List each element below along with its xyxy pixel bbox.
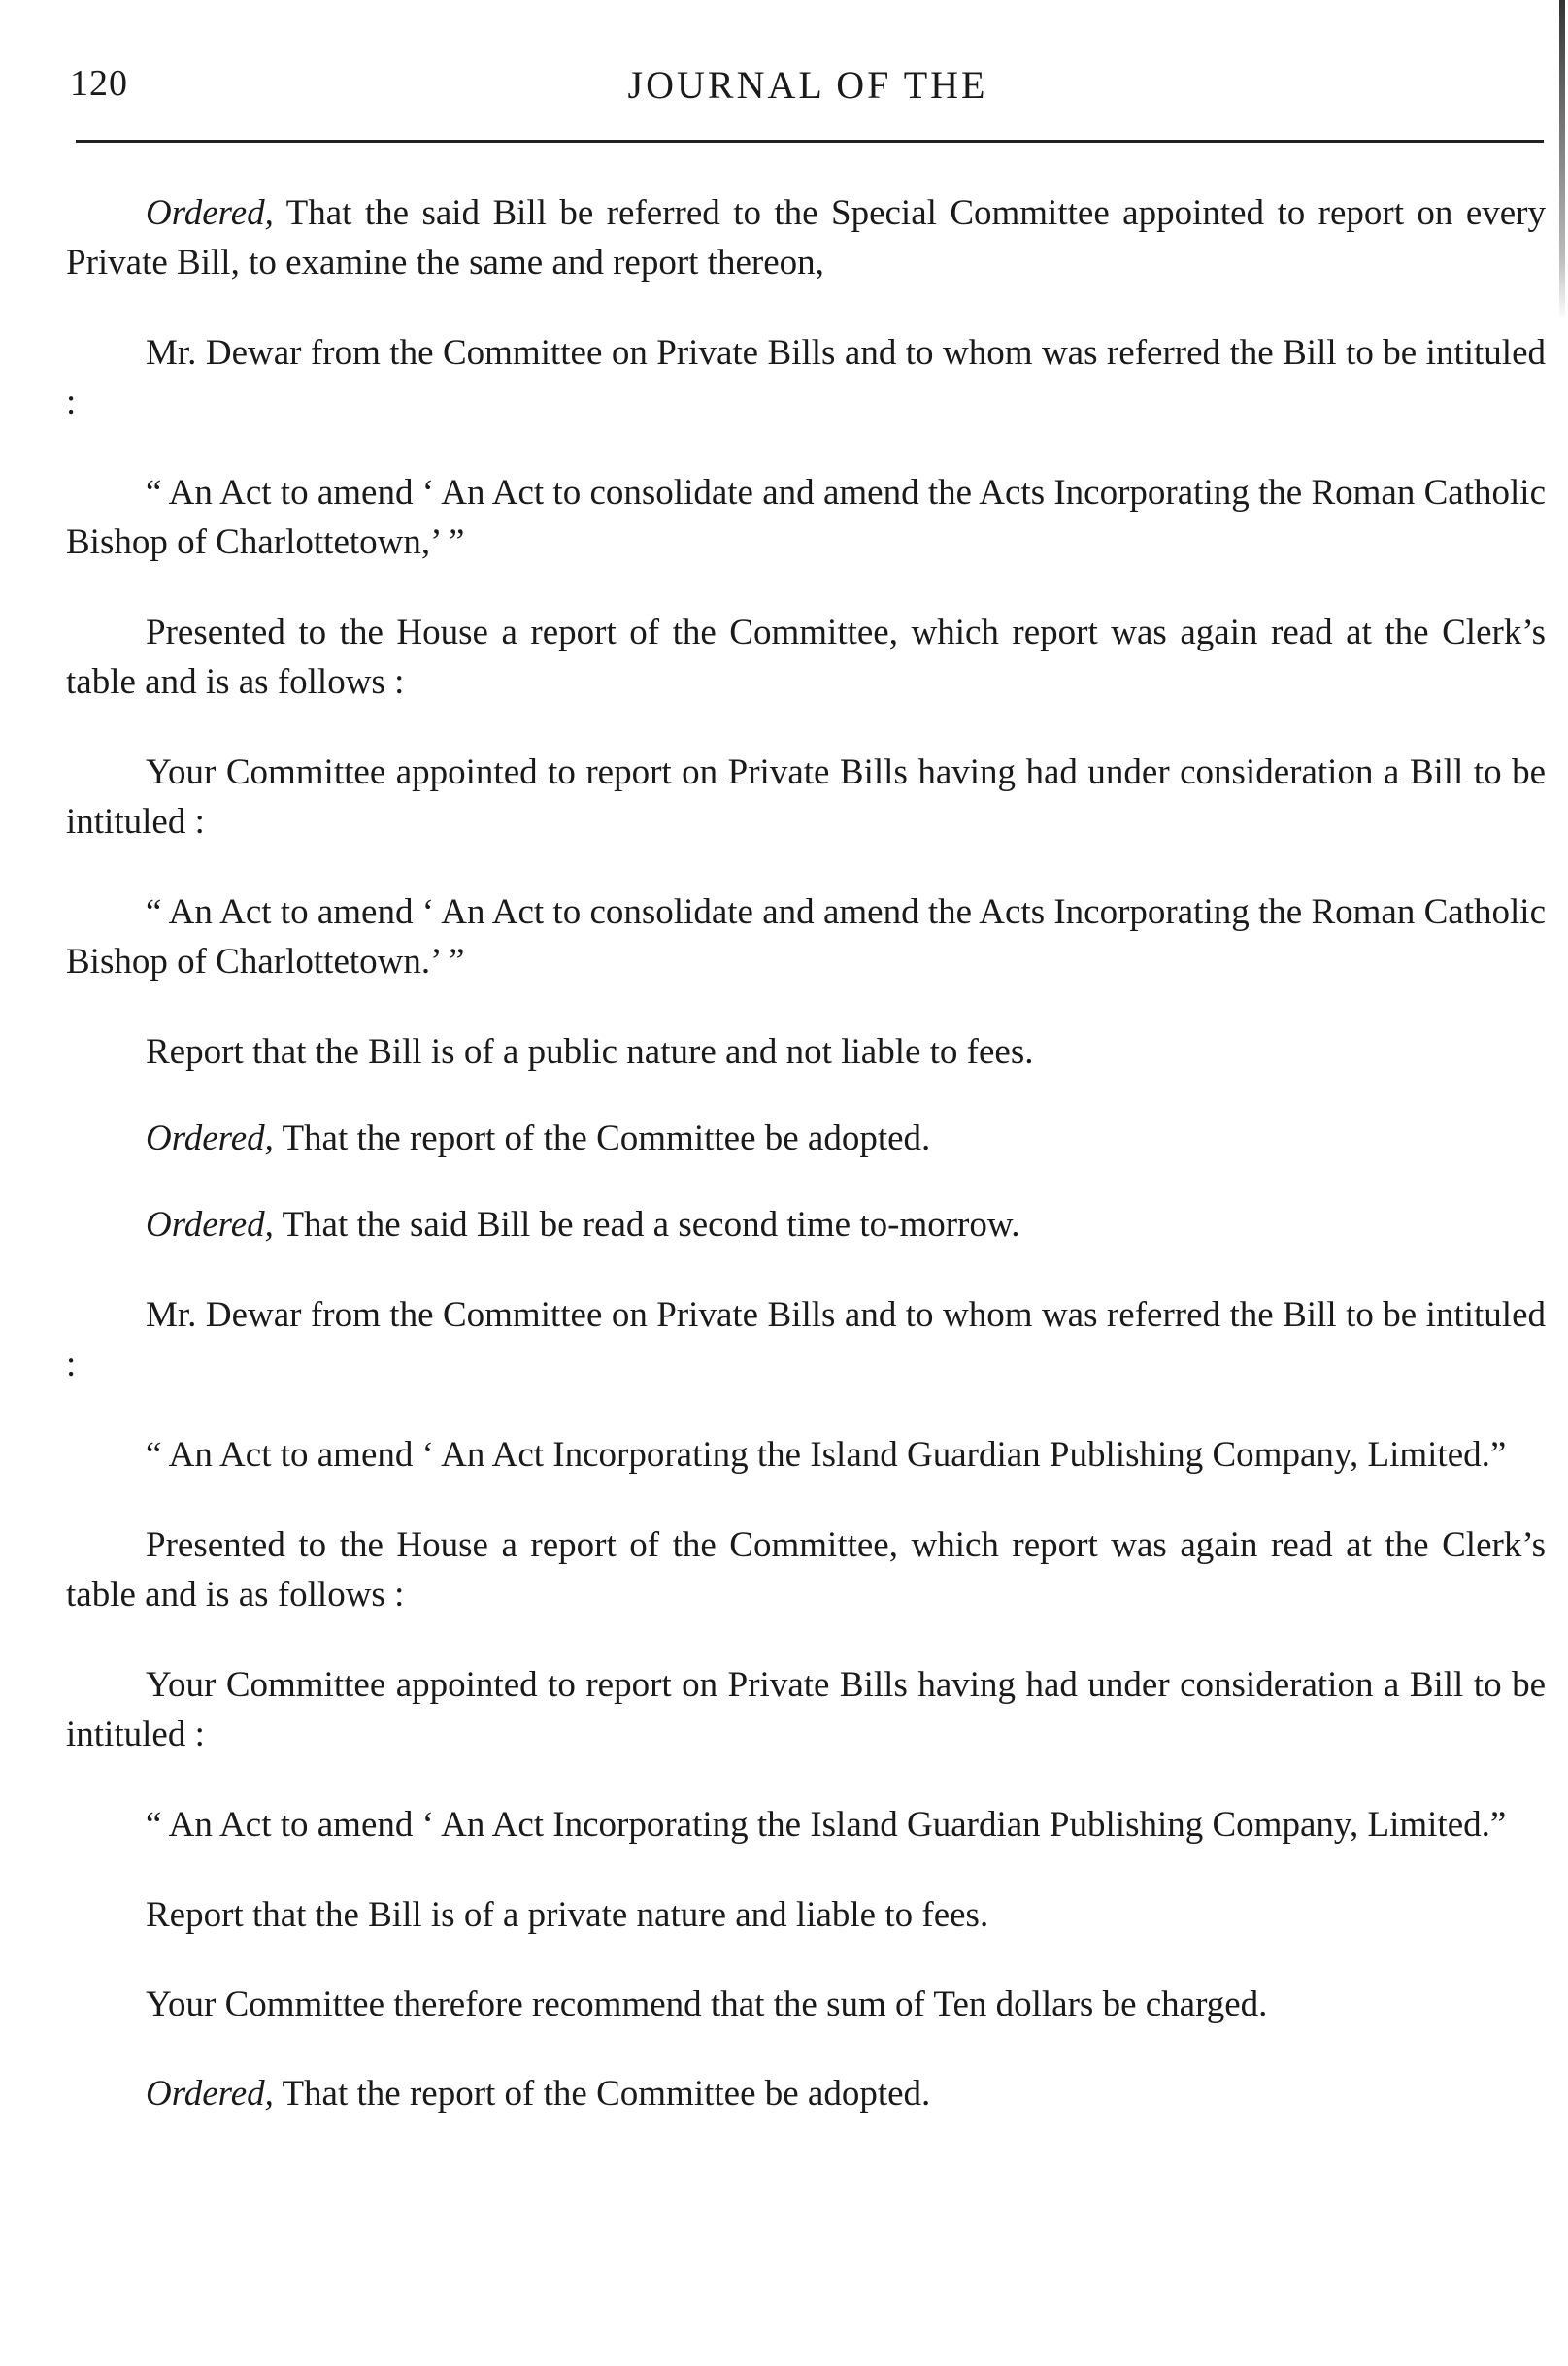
header-rule bbox=[76, 140, 1544, 143]
paragraph-text: Your Committee appointed to report on Private Bills having had under consideration a Bill to be intituled : bbox=[66, 1665, 1546, 1754]
paragraph-text: Report that the Bill is of a private nature and liable to fees. bbox=[146, 1895, 989, 1935]
paragraph-act-title-4 bbox=[66, 1800, 1546, 1849]
paragraph-text: Your Committee therefore recommend that the sum of Ten dollars be charged. bbox=[146, 1984, 1268, 2024]
page-header bbox=[70, 62, 1546, 120]
paragraph-text: Mr. Dewar from the Committee on Private Bills and to whom was referred the Bill to be intituled : bbox=[66, 1295, 1546, 1384]
paragraph-text: Your Committee appointed to report on Private Bills having had under consideration a Bill to be intituled : bbox=[66, 752, 1546, 842]
paragraph-ordered-referred bbox=[66, 188, 1546, 287]
ordered-lead: Ordered, bbox=[146, 1118, 274, 1158]
paragraph-act-title-1 bbox=[66, 468, 1546, 567]
running-head: JOURNAL OF THE bbox=[627, 63, 988, 107]
body-text bbox=[66, 188, 1546, 2118]
paragraph-text: Mr. Dewar from the Committee on Private Bills and to whom was referred the Bill to be intituled : bbox=[66, 333, 1546, 422]
page-number: 120 bbox=[70, 63, 128, 104]
paragraph-fee-recommendation bbox=[66, 1980, 1546, 2029]
paragraph-text: “ An Act to amend ‘ An Act Incorporating the Island Guardian Publishing Company, Limited.” bbox=[146, 1435, 1507, 1475]
paragraph-act-title-3 bbox=[66, 1430, 1546, 1480]
paragraph-text: That the said Bill be read a second time to-morrow. bbox=[273, 1205, 1020, 1245]
paragraph-text: “ An Act to amend ‘ An Act to consolidate and amend the Acts Incorporating the Roman Catholic Bishop of Charlottetown.’ ” bbox=[66, 892, 1546, 982]
paragraph-act-title-2 bbox=[66, 887, 1546, 986]
scan-edge-shadow bbox=[1559, 0, 1565, 320]
paragraph-report-public bbox=[66, 1027, 1546, 1077]
paragraph-text: “ An Act to amend ‘ An Act Incorporating the Island Guardian Publishing Company, Limited.” bbox=[146, 1805, 1507, 1845]
paragraph-report-private bbox=[66, 1890, 1546, 1940]
paragraph-text: That the said Bill be referred to the Special Committee appointed to report on every Private Bill, to examine the same and report thereon, bbox=[66, 193, 1546, 283]
paragraph-ordered-second-reading bbox=[66, 1200, 1546, 1250]
paragraph-dewar-referred-2 bbox=[66, 1290, 1546, 1389]
paragraph-presented-1 bbox=[66, 608, 1546, 707]
paragraph-text: Presented to the House a report of the Committee, which report was again read at the Clerk’s table and is as follows : bbox=[66, 613, 1546, 702]
paragraph-text: Report that the Bill is of a public nature and not liable to fees. bbox=[146, 1032, 1034, 1072]
paragraph-text: That the report of the Committee be adopted. bbox=[273, 1118, 931, 1158]
paragraph-committee-consideration-2 bbox=[66, 1660, 1546, 1759]
paragraph-dewar-referred-1 bbox=[66, 328, 1546, 427]
paragraph-ordered-adopted-1 bbox=[66, 1114, 1546, 1163]
paragraph-ordered-adopted-2 bbox=[66, 2069, 1546, 2118]
paragraph-text: Presented to the House a report of the Committee, which report was again read at the Clerk’s table and is as follows : bbox=[66, 1525, 1546, 1615]
ordered-lead: Ordered, bbox=[146, 1205, 274, 1245]
paragraph-presented-2 bbox=[66, 1520, 1546, 1619]
paragraph-text: That the report of the Committee be adopted. bbox=[273, 2074, 931, 2114]
ordered-lead: Ordered, bbox=[146, 2074, 274, 2114]
ordered-lead: Ordered, bbox=[146, 193, 274, 233]
paragraph-committee-consideration-1 bbox=[66, 748, 1546, 847]
paragraph-text: “ An Act to amend ‘ An Act to consolidate and amend the Acts Incorporating the Roman Catholic Bishop of Charlottetown,’ ” bbox=[66, 473, 1546, 562]
